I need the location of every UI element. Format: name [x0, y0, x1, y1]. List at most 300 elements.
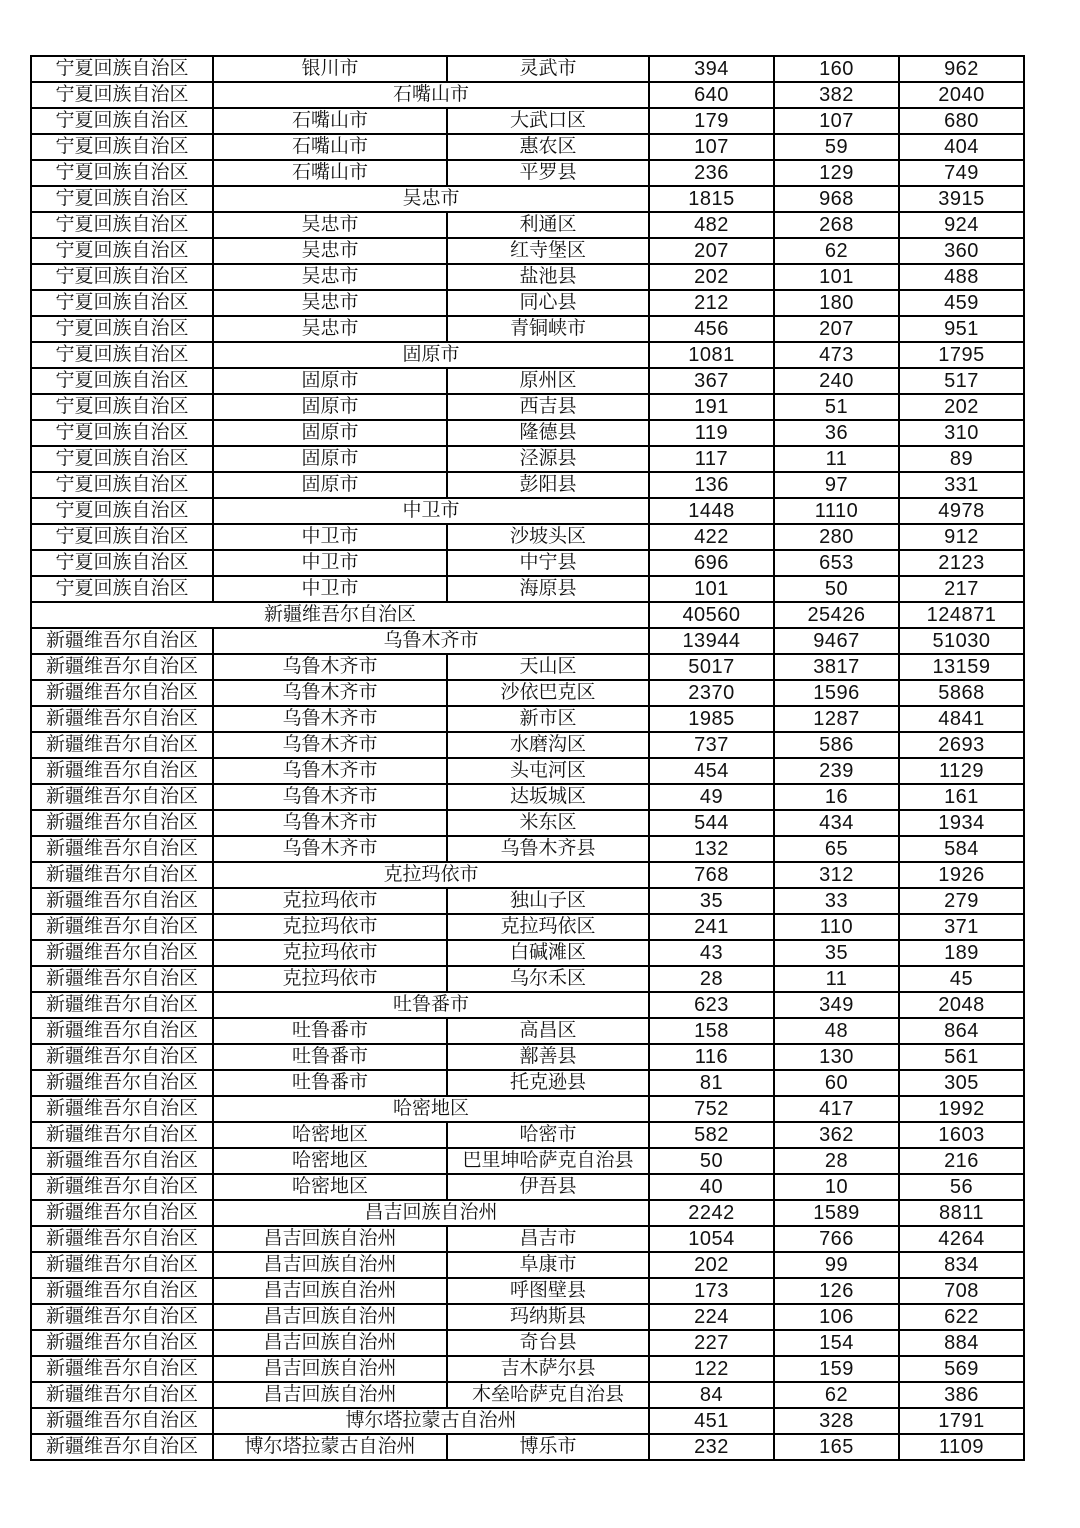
cell-district: 沙依巴克区 [447, 680, 649, 706]
cell-value-2: 59 [774, 134, 899, 160]
cell-district: 大武口区 [447, 108, 649, 134]
cell-city: 中卫市 [213, 524, 447, 550]
district-row [31, 680, 1024, 706]
district-row [31, 810, 1024, 836]
district-row [31, 1070, 1024, 1096]
cell-value-2: 586 [774, 732, 899, 758]
cell-city-total: 固原市 [213, 342, 649, 368]
city-total-row [31, 342, 1024, 368]
district-row [31, 394, 1024, 420]
cell-value-1: 640 [649, 82, 774, 108]
cell-province: 宁夏回族自治区 [31, 134, 213, 160]
district-row [31, 1330, 1024, 1356]
cell-value-3: 1109 [899, 1434, 1024, 1460]
cell-value-2: 126 [774, 1278, 899, 1304]
cell-value-1: 456 [649, 316, 774, 342]
cell-district: 达坂城区 [447, 784, 649, 810]
cell-value-3: 1926 [899, 862, 1024, 888]
district-row [31, 654, 1024, 680]
cell-value-1: 451 [649, 1408, 774, 1434]
cell-city: 固原市 [213, 446, 447, 472]
cell-value-2: 11 [774, 446, 899, 472]
cell-value-1: 81 [649, 1070, 774, 1096]
district-row [31, 472, 1024, 498]
district-row [31, 940, 1024, 966]
cell-province: 宁夏回族自治区 [31, 160, 213, 186]
district-row [31, 1018, 1024, 1044]
cell-value-3: 951 [899, 316, 1024, 342]
cell-value-3: 1129 [899, 758, 1024, 784]
cell-province: 宁夏回族自治区 [31, 576, 213, 602]
cell-district: 泾源县 [447, 446, 649, 472]
cell-value-3: 924 [899, 212, 1024, 238]
cell-value-3: 1795 [899, 342, 1024, 368]
cell-province: 新疆维吾尔自治区 [31, 706, 213, 732]
district-row [31, 420, 1024, 446]
cell-value-3: 1934 [899, 810, 1024, 836]
district-row [31, 550, 1024, 576]
district-row [31, 576, 1024, 602]
district-row [31, 1304, 1024, 1330]
cell-province: 新疆维吾尔自治区 [31, 914, 213, 940]
cell-value-3: 884 [899, 1330, 1024, 1356]
cell-district: 高昌区 [447, 1018, 649, 1044]
cell-value-3: 962 [899, 56, 1024, 82]
city-total-row [31, 628, 1024, 654]
cell-province: 新疆维吾尔自治区 [31, 992, 213, 1018]
cell-value-3: 1992 [899, 1096, 1024, 1122]
cell-city: 乌鲁木齐市 [213, 654, 447, 680]
cell-city: 昌吉回族自治州 [213, 1382, 447, 1408]
cell-value-1: 752 [649, 1096, 774, 1122]
cell-value-2: 16 [774, 784, 899, 810]
cell-value-2: 11 [774, 966, 899, 992]
province-total-row [31, 602, 1024, 628]
cell-province: 新疆维吾尔自治区 [31, 1018, 213, 1044]
cell-value-1: 50 [649, 1148, 774, 1174]
cell-district: 吉木萨尔县 [447, 1356, 649, 1382]
cell-value-2: 1589 [774, 1200, 899, 1226]
cell-city: 吴忠市 [213, 290, 447, 316]
cell-value-2: 1287 [774, 706, 899, 732]
cell-value-1: 2370 [649, 680, 774, 706]
cell-province: 新疆维吾尔自治区 [31, 1200, 213, 1226]
cell-district: 惠农区 [447, 134, 649, 160]
cell-value-2: 36 [774, 420, 899, 446]
cell-city: 固原市 [213, 472, 447, 498]
cell-value-3: 8811 [899, 1200, 1024, 1226]
cell-province: 宁夏回族自治区 [31, 446, 213, 472]
cell-value-1: 696 [649, 550, 774, 576]
cell-value-1: 107 [649, 134, 774, 160]
cell-city: 乌鲁木齐市 [213, 836, 447, 862]
cell-province: 新疆维吾尔自治区 [31, 628, 213, 654]
cell-district: 天山区 [447, 654, 649, 680]
cell-value-3: 1791 [899, 1408, 1024, 1434]
cell-value-2: 434 [774, 810, 899, 836]
cell-province: 新疆维吾尔自治区 [31, 784, 213, 810]
city-total-row [31, 1408, 1024, 1434]
cell-value-1: 158 [649, 1018, 774, 1044]
cell-province: 新疆维吾尔自治区 [31, 1122, 213, 1148]
cell-district: 同心县 [447, 290, 649, 316]
cell-province: 宁夏回族自治区 [31, 498, 213, 524]
cell-district: 彭阳县 [447, 472, 649, 498]
cell-city-total: 吴忠市 [213, 186, 649, 212]
cell-province: 新疆维吾尔自治区 [31, 810, 213, 836]
district-row [31, 706, 1024, 732]
cell-province: 新疆维吾尔自治区 [31, 1226, 213, 1252]
cell-city: 博尔塔拉蒙古自治州 [213, 1434, 447, 1460]
cell-value-2: 97 [774, 472, 899, 498]
cell-province: 新疆维吾尔自治区 [31, 966, 213, 992]
cell-district: 米东区 [447, 810, 649, 836]
cell-district: 新市区 [447, 706, 649, 732]
cell-value-3: 202 [899, 394, 1024, 420]
cell-value-2: 62 [774, 238, 899, 264]
district-row [31, 1382, 1024, 1408]
cell-province: 新疆维吾尔自治区 [31, 1408, 213, 1434]
cell-city: 吐鲁番市 [213, 1070, 447, 1096]
cell-value-2: 106 [774, 1304, 899, 1330]
cell-value-2: 33 [774, 888, 899, 914]
district-row [31, 1122, 1024, 1148]
cell-province: 新疆维吾尔自治区 [31, 1148, 213, 1174]
cell-value-1: 224 [649, 1304, 774, 1330]
cell-district: 托克逊县 [447, 1070, 649, 1096]
cell-city: 昌吉回族自治州 [213, 1330, 447, 1356]
district-row [31, 732, 1024, 758]
cell-city-total: 中卫市 [213, 498, 649, 524]
cell-city-total: 哈密地区 [213, 1096, 649, 1122]
cell-value-3: 124871 [899, 602, 1024, 628]
cell-province: 新疆维吾尔自治区 [31, 1252, 213, 1278]
cell-district: 独山子区 [447, 888, 649, 914]
cell-value-1: 367 [649, 368, 774, 394]
cell-value-3: 279 [899, 888, 1024, 914]
cell-province: 宁夏回族自治区 [31, 56, 213, 82]
cell-province: 新疆维吾尔自治区 [31, 888, 213, 914]
district-row [31, 784, 1024, 810]
cell-district: 呼图壁县 [447, 1278, 649, 1304]
cell-value-1: 40560 [649, 602, 774, 628]
cell-value-3: 517 [899, 368, 1024, 394]
cell-city-total: 石嘴山市 [213, 82, 649, 108]
cell-district: 哈密市 [447, 1122, 649, 1148]
cell-value-3: 708 [899, 1278, 1024, 1304]
cell-value-1: 768 [649, 862, 774, 888]
cell-city: 乌鲁木齐市 [213, 732, 447, 758]
cell-value-3: 2048 [899, 992, 1024, 1018]
cell-value-1: 136 [649, 472, 774, 498]
cell-value-1: 119 [649, 420, 774, 446]
cell-value-2: 207 [774, 316, 899, 342]
cell-city: 克拉玛依市 [213, 940, 447, 966]
district-row [31, 238, 1024, 264]
cell-province: 宁夏回族自治区 [31, 264, 213, 290]
cell-value-1: 394 [649, 56, 774, 82]
cell-value-2: 35 [774, 940, 899, 966]
cell-province: 宁夏回族自治区 [31, 186, 213, 212]
cell-province: 新疆维吾尔自治区 [31, 862, 213, 888]
cell-value-1: 122 [649, 1356, 774, 1382]
cell-city: 昌吉回族自治州 [213, 1278, 447, 1304]
cell-city: 昌吉回族自治州 [213, 1226, 447, 1252]
cell-district: 白碱滩区 [447, 940, 649, 966]
cell-value-2: 382 [774, 82, 899, 108]
city-total-row [31, 862, 1024, 888]
cell-province: 新疆维吾尔自治区 [31, 680, 213, 706]
cell-district: 昌吉市 [447, 1226, 649, 1252]
cell-city: 乌鲁木齐市 [213, 706, 447, 732]
cell-value-1: 202 [649, 264, 774, 290]
cell-province: 新疆维吾尔自治区 [31, 1278, 213, 1304]
cell-value-3: 56 [899, 1174, 1024, 1200]
cell-value-2: 60 [774, 1070, 899, 1096]
district-row [31, 56, 1024, 82]
cell-value-2: 9467 [774, 628, 899, 654]
district-row [31, 264, 1024, 290]
cell-value-3: 4841 [899, 706, 1024, 732]
cell-district: 青铜峡市 [447, 316, 649, 342]
cell-value-2: 473 [774, 342, 899, 368]
cell-province: 宁夏回族自治区 [31, 550, 213, 576]
cell-province: 新疆维吾尔自治区 [31, 732, 213, 758]
cell-value-2: 28 [774, 1148, 899, 1174]
cell-value-1: 422 [649, 524, 774, 550]
cell-value-3: 459 [899, 290, 1024, 316]
cell-province: 宁夏回族自治区 [31, 420, 213, 446]
cell-district: 乌鲁木齐县 [447, 836, 649, 862]
district-row [31, 212, 1024, 238]
cell-province: 新疆维吾尔自治区 [31, 1382, 213, 1408]
cell-value-3: 2123 [899, 550, 1024, 576]
cell-city: 石嘴山市 [213, 160, 447, 186]
district-row [31, 914, 1024, 940]
city-total-row [31, 82, 1024, 108]
district-row [31, 446, 1024, 472]
cell-value-3: 4978 [899, 498, 1024, 524]
cell-value-2: 968 [774, 186, 899, 212]
cell-value-2: 328 [774, 1408, 899, 1434]
cell-value-3: 5868 [899, 680, 1024, 706]
cell-city: 乌鲁木齐市 [213, 810, 447, 836]
cell-value-1: 116 [649, 1044, 774, 1070]
cell-value-3: 864 [899, 1018, 1024, 1044]
cell-value-1: 241 [649, 914, 774, 940]
cell-value-2: 766 [774, 1226, 899, 1252]
cell-district: 原州区 [447, 368, 649, 394]
cell-value-3: 310 [899, 420, 1024, 446]
cell-value-2: 160 [774, 56, 899, 82]
cell-value-2: 280 [774, 524, 899, 550]
cell-province: 新疆维吾尔自治区 [31, 1356, 213, 1382]
cell-district: 中宁县 [447, 550, 649, 576]
cell-city: 固原市 [213, 368, 447, 394]
cell-value-3: 569 [899, 1356, 1024, 1382]
cell-district: 海原县 [447, 576, 649, 602]
cell-value-1: 13944 [649, 628, 774, 654]
cell-value-3: 834 [899, 1252, 1024, 1278]
district-row [31, 966, 1024, 992]
district-row [31, 888, 1024, 914]
cell-value-2: 107 [774, 108, 899, 134]
cell-district: 水磨沟区 [447, 732, 649, 758]
cell-value-3: 386 [899, 1382, 1024, 1408]
cell-city: 哈密地区 [213, 1174, 447, 1200]
cell-value-2: 130 [774, 1044, 899, 1070]
cell-province: 宁夏回族自治区 [31, 342, 213, 368]
cell-value-3: 45 [899, 966, 1024, 992]
cell-district: 西吉县 [447, 394, 649, 420]
cell-value-3: 217 [899, 576, 1024, 602]
cell-value-1: 1448 [649, 498, 774, 524]
cell-value-2: 268 [774, 212, 899, 238]
cell-city: 昌吉回族自治州 [213, 1304, 447, 1330]
district-row [31, 368, 1024, 394]
cell-district: 博乐市 [447, 1434, 649, 1460]
cell-value-1: 623 [649, 992, 774, 1018]
cell-value-3: 2693 [899, 732, 1024, 758]
cell-city: 乌鲁木齐市 [213, 758, 447, 784]
table-body [31, 56, 1024, 1460]
cell-value-2: 129 [774, 160, 899, 186]
city-total-row [31, 992, 1024, 1018]
cell-province: 宁夏回族自治区 [31, 472, 213, 498]
cell-value-1: 28 [649, 966, 774, 992]
cell-value-2: 62 [774, 1382, 899, 1408]
cell-province: 宁夏回族自治区 [31, 212, 213, 238]
cell-district: 鄯善县 [447, 1044, 649, 1070]
cell-value-2: 159 [774, 1356, 899, 1382]
cell-value-1: 2242 [649, 1200, 774, 1226]
cell-district: 乌尔禾区 [447, 966, 649, 992]
city-total-row [31, 1200, 1024, 1226]
cell-value-1: 101 [649, 576, 774, 602]
cell-city-total: 昌吉回族自治州 [213, 1200, 649, 1226]
cell-value-3: 561 [899, 1044, 1024, 1070]
cell-province: 宁夏回族自治区 [31, 368, 213, 394]
cell-value-1: 236 [649, 160, 774, 186]
cell-province-total: 新疆维吾尔自治区 [31, 602, 649, 628]
cell-value-3: 161 [899, 784, 1024, 810]
district-row [31, 1434, 1024, 1460]
cell-city: 固原市 [213, 394, 447, 420]
cell-value-3: 89 [899, 446, 1024, 472]
cell-value-2: 154 [774, 1330, 899, 1356]
cell-province: 宁夏回族自治区 [31, 524, 213, 550]
cell-value-3: 331 [899, 472, 1024, 498]
cell-value-1: 207 [649, 238, 774, 264]
cell-value-3: 216 [899, 1148, 1024, 1174]
cell-province: 新疆维吾尔自治区 [31, 940, 213, 966]
cell-district: 巴里坤哈萨克自治县 [447, 1148, 649, 1174]
cell-district: 红寺堡区 [447, 238, 649, 264]
cell-value-3: 360 [899, 238, 1024, 264]
cell-district: 克拉玛依区 [447, 914, 649, 940]
cell-value-3: 4264 [899, 1226, 1024, 1252]
cell-province: 新疆维吾尔自治区 [31, 1174, 213, 1200]
cell-province: 新疆维吾尔自治区 [31, 758, 213, 784]
cell-city: 银川市 [213, 56, 447, 82]
cell-value-3: 2040 [899, 82, 1024, 108]
cell-value-1: 173 [649, 1278, 774, 1304]
cell-value-2: 110 [774, 914, 899, 940]
cell-value-2: 165 [774, 1434, 899, 1460]
cell-value-1: 1985 [649, 706, 774, 732]
city-total-row [31, 1096, 1024, 1122]
cell-value-1: 35 [649, 888, 774, 914]
district-row [31, 836, 1024, 862]
cell-city: 克拉玛依市 [213, 888, 447, 914]
cell-value-3: 305 [899, 1070, 1024, 1096]
cell-city-total: 乌鲁木齐市 [213, 628, 649, 654]
cell-value-1: 482 [649, 212, 774, 238]
cell-province: 新疆维吾尔自治区 [31, 1096, 213, 1122]
cell-value-1: 737 [649, 732, 774, 758]
region-statistics-table [30, 55, 1025, 1461]
cell-value-2: 1596 [774, 680, 899, 706]
cell-value-3: 622 [899, 1304, 1024, 1330]
cell-value-1: 5017 [649, 654, 774, 680]
cell-value-2: 417 [774, 1096, 899, 1122]
cell-city: 哈密地区 [213, 1122, 447, 1148]
cell-value-2: 240 [774, 368, 899, 394]
cell-district: 奇台县 [447, 1330, 649, 1356]
cell-value-1: 191 [649, 394, 774, 420]
cell-value-1: 84 [649, 1382, 774, 1408]
cell-value-2: 65 [774, 836, 899, 862]
cell-province: 宁夏回族自治区 [31, 316, 213, 342]
cell-value-2: 180 [774, 290, 899, 316]
cell-city: 克拉玛依市 [213, 966, 447, 992]
cell-value-3: 3915 [899, 186, 1024, 212]
district-row [31, 1356, 1024, 1382]
cell-district: 盐池县 [447, 264, 649, 290]
cell-province: 新疆维吾尔自治区 [31, 836, 213, 862]
cell-value-3: 51030 [899, 628, 1024, 654]
cell-district: 灵武市 [447, 56, 649, 82]
cell-district: 利通区 [447, 212, 649, 238]
cell-value-2: 239 [774, 758, 899, 784]
city-total-row [31, 498, 1024, 524]
cell-value-2: 3817 [774, 654, 899, 680]
cell-city: 昌吉回族自治州 [213, 1356, 447, 1382]
cell-city: 克拉玛依市 [213, 914, 447, 940]
cell-city: 乌鲁木齐市 [213, 680, 447, 706]
cell-value-2: 312 [774, 862, 899, 888]
cell-province: 宁夏回族自治区 [31, 290, 213, 316]
cell-value-3: 189 [899, 940, 1024, 966]
cell-value-1: 117 [649, 446, 774, 472]
cell-district: 头屯河区 [447, 758, 649, 784]
cell-value-2: 653 [774, 550, 899, 576]
cell-value-1: 454 [649, 758, 774, 784]
cell-value-1: 179 [649, 108, 774, 134]
cell-province: 新疆维吾尔自治区 [31, 1330, 213, 1356]
cell-value-1: 132 [649, 836, 774, 862]
cell-province: 新疆维吾尔自治区 [31, 1434, 213, 1460]
cell-city: 石嘴山市 [213, 134, 447, 160]
cell-city-total: 吐鲁番市 [213, 992, 649, 1018]
cell-value-1: 49 [649, 784, 774, 810]
city-total-row [31, 186, 1024, 212]
cell-value-1: 1815 [649, 186, 774, 212]
cell-city: 哈密地区 [213, 1148, 447, 1174]
cell-city: 吴忠市 [213, 316, 447, 342]
cell-city: 吐鲁番市 [213, 1018, 447, 1044]
cell-district: 隆德县 [447, 420, 649, 446]
